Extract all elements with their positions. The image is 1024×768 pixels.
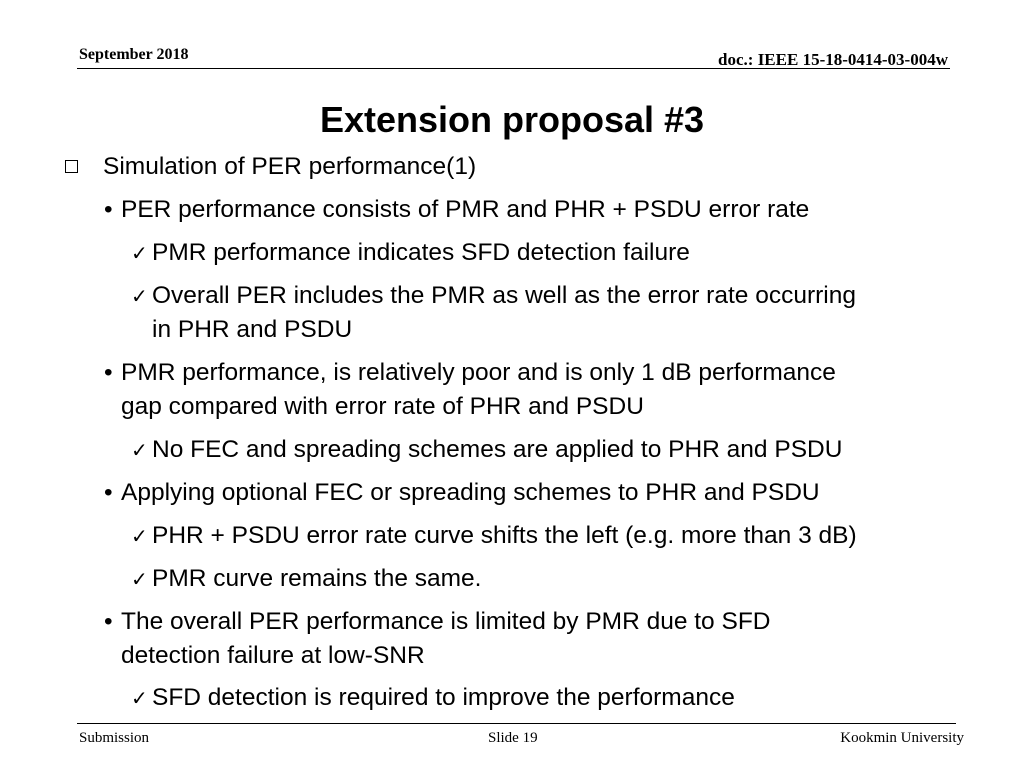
footer-submission: Submission xyxy=(79,730,150,746)
checkmark-icon: ✓ xyxy=(131,567,148,591)
footer-organization: Kookmin University xyxy=(840,730,964,746)
square-bullet-icon xyxy=(65,160,78,173)
check-text-curve-shifts: PHR + PSDU error rate curve shifts the left (e.g. more than 3 dB) xyxy=(152,522,857,549)
checkmark-icon: ✓ xyxy=(131,686,148,710)
bullet-text-pmr-poor-line2: gap compared with error rate of PHR and PSDU xyxy=(121,393,644,420)
check-text-overall-per-line1: Overall PER includes the PMR as well as the error rate occurring xyxy=(152,282,856,309)
bullet-dot-icon: • xyxy=(104,359,113,386)
footer-divider xyxy=(77,723,956,724)
checkmark-icon: ✓ xyxy=(131,241,148,265)
check-text-no-fec: No FEC and spreading schemes are applied to PHR and PSDU xyxy=(152,436,843,463)
checkmark-icon: ✓ xyxy=(131,438,148,462)
header-divider xyxy=(77,68,950,69)
bullet-text-overall-limited-line2: detection failure at low-SNR xyxy=(121,642,425,669)
footer-slide-number: Slide 19 xyxy=(488,730,538,746)
bullet-dot-icon: • xyxy=(104,479,113,506)
bullet-dot-icon: • xyxy=(104,196,113,223)
check-text-overall-per-line2: in PHR and PSDU xyxy=(152,316,353,343)
checkmark-icon: ✓ xyxy=(131,284,148,308)
check-text-pmr-indicates: PMR performance indicates SFD detection failure xyxy=(152,239,690,266)
header-date: September 2018 xyxy=(79,46,189,63)
header-doc-id: doc.: IEEE 15-18-0414-03-004w xyxy=(718,50,948,69)
level1-text: Simulation of PER performance(1) xyxy=(103,153,477,180)
checkmark-icon: ✓ xyxy=(131,524,148,548)
bullet-text-pmr-poor-line1: PMR performance, is relatively poor and is only 1 dB performance xyxy=(121,359,836,386)
bullet-text-applying-fec: Applying optional FEC or spreading schemes to PHR and PSDU xyxy=(121,479,820,506)
bullet-text-per-consists: PER performance consists of PMR and PHR + PSDU error rate xyxy=(121,196,810,223)
check-text-sfd-required: SFD detection is required to improve the performance xyxy=(152,684,735,711)
check-text-pmr-curve-same: PMR curve remains the same. xyxy=(152,565,482,592)
bullet-text-overall-limited-line1: The overall PER performance is limited by PMR due to SFD xyxy=(121,608,771,635)
slide-title: Extension proposal #3 xyxy=(319,99,705,140)
bullet-dot-icon: • xyxy=(104,608,113,635)
